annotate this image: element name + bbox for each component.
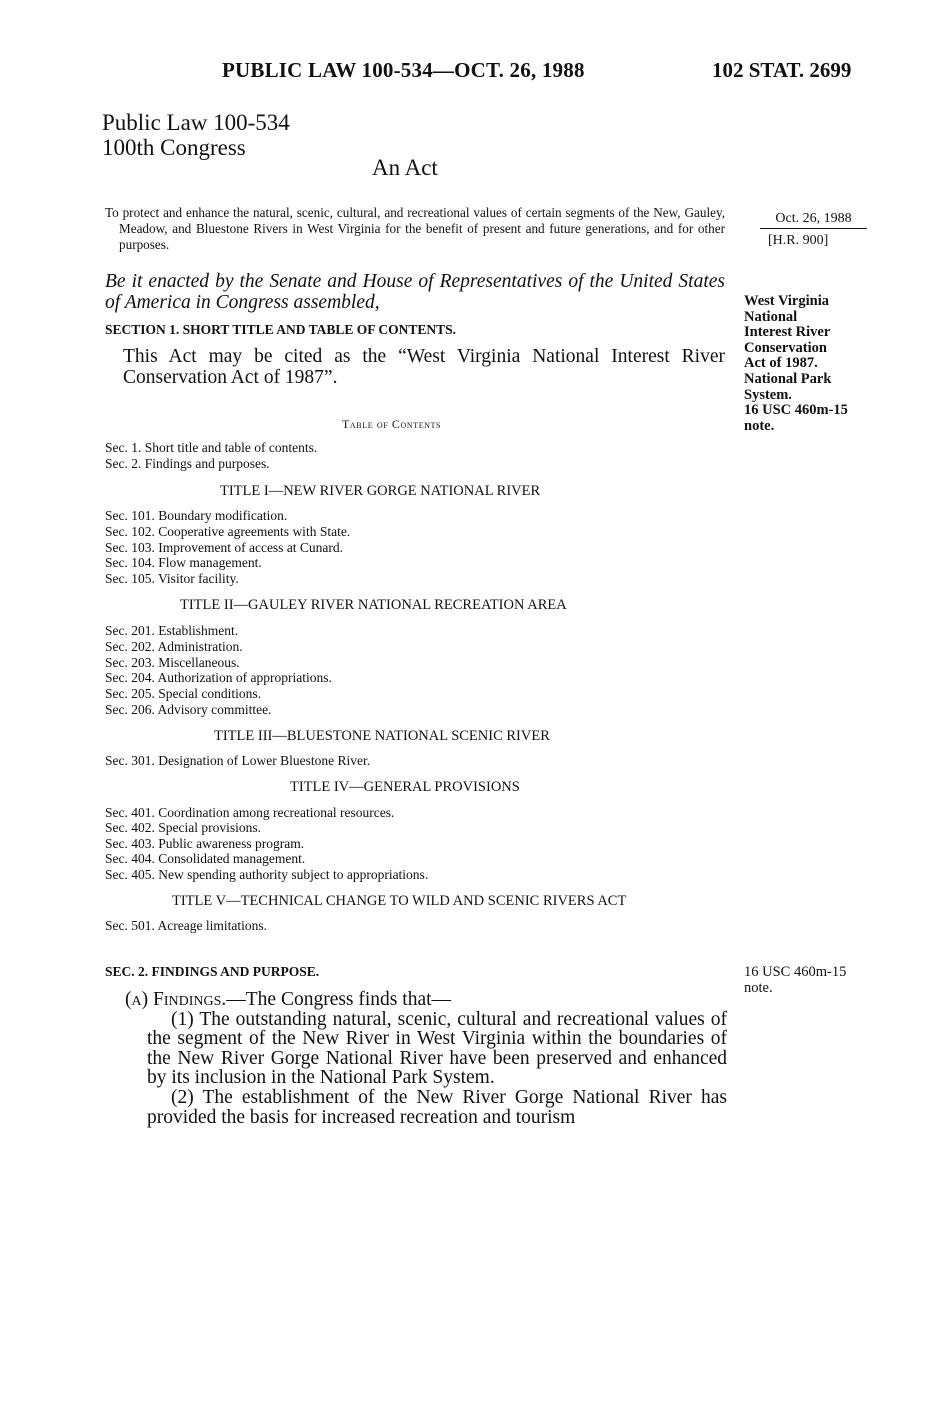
toc-item: Sec. 501. Acreage limitations. [105,918,267,933]
law-number: Public Law 100-534 [102,110,290,135]
sidenote-usc [744,965,846,996]
sidenote-topic-line: note. [744,417,775,434]
toc-title-5: TITLE V—TECHNICAL CHANGE TO WILD AND SCENIC RIVERS ACT [172,893,627,909]
findings-body [105,990,727,1127]
toc-title-3: TITLE III—BLUESTONE NATIONAL SCENIC RIVER [214,728,550,744]
findings-intro [105,990,727,1010]
sidenote-usc-line: note. [744,979,773,996]
section2-heading: SEC. 2. FINDINGS AND PURPOSE. [105,964,320,979]
toc-item: Sec. 204. Authorization of appropriations. [105,670,332,685]
purpose-statement [105,205,725,253]
running-header-title: PUBLIC LAW 100-534—OCT. 26, 1988 [222,58,585,82]
findings-label: (a) Findings. [125,989,227,1010]
toc-title-2: TITLE II—GAULEY RIVER NATIONAL RECREATION AREA [180,597,567,613]
findings-intro-text: —The Congress finds that— [226,989,452,1010]
sidenote-topic-line: West Virginia [744,293,829,309]
finding-paragraph-1: (1) The outstanding natural, scenic, cultural and recreational values of the segment of the New River in West Virginia within the boundaries of the New River Gorge National River have been preserved and enhanced by its inclusion in the National Park System. [147,1008,727,1089]
sidenote-topic-line: 16 USC 460m-15 [744,402,848,419]
sidenote-topic-line: System. [744,386,792,403]
purpose-text: To protect and enhance the natural, scenic, cultural, and recreational values of certain segments of the New, Gauley, Meadow, and Bluestone Rivers in West Virginia for the benefit of present and future generations, and for other purposes. [105,205,725,252]
toc-item: Sec. 2. Findings and purposes. [105,456,270,471]
toc-item: Sec. 403. Public awareness program. [105,836,305,851]
sidenote-topic-line: Conservation [744,339,827,356]
sidenote-bill: [H.R. 900] [768,233,829,248]
toc-title-4: TITLE IV—GENERAL PROVISIONS [290,779,520,795]
section1-heading: SECTION 1. SHORT TITLE AND TABLE OF CONTENTS. [105,322,457,337]
toc-item: Sec. 102. Cooperative agreements with State. [105,524,351,539]
toc-item: Sec. 401. Coordination among recreational resources. [105,805,395,820]
toc-item: Sec. 203. Miscellaneous. [105,655,240,670]
toc-item: Sec. 105. Visitor facility. [105,571,239,586]
sidenote-usc-line: 16 USC 460m-15 [744,964,847,980]
sidenote-topic-line: National [744,308,798,325]
toc-item: Sec. 103. Improvement of access at Cunard. [105,540,344,555]
toc-item: Sec. 405. New spending authority subject to appropriations. [105,867,429,882]
toc-item: Sec. 201. Establishment. [105,623,239,638]
sidenote-topic-line: Interest River [744,324,831,341]
toc-item: Sec. 104. Flow management. [105,555,262,570]
toc-item: Sec. 206. Advisory committee. [105,702,272,717]
toc-item: Sec. 301. Designation of Lower Bluestone River. [105,753,371,768]
sidenote-topic-line: Act of 1987. [744,355,818,372]
section1-text [105,346,725,388]
finding-paragraph-2: (2) The establishment of the New River Gorge National River has provided the basis for increased recreation and tourism [147,1086,727,1128]
toc-item: Sec. 404. Consolidated management. [105,851,306,866]
toc-item: Sec. 101. Boundary modification. [105,508,288,523]
act-title: An Act [372,155,438,180]
short-title-text: This Act may be cited as the “West Virginia National Interest River Conservation Act of 1987”. [123,346,725,388]
running-header-page: 102 STAT. 2699 [712,58,852,82]
toc-item: Sec. 205. Special conditions. [105,686,261,701]
toc-item: Sec. 402. Special provisions. [105,820,261,835]
sidenote-topic-line: National Park [744,370,832,387]
toc-item: Sec. 1. Short title and table of contents. [105,440,318,455]
enacting-clause: Be it enacted by the Senate and House of Representatives of the United States of America in Congress assembled, [105,271,725,313]
law-title-block [102,110,290,160]
toc-title-1: TITLE I—NEW RIVER GORGE NATIONAL RIVER [220,483,541,499]
toc-item: Sec. 202. Administration. [105,639,243,654]
sidenote-date: Oct. 26, 1988 [760,211,867,229]
sidenote-topic [744,294,894,434]
congress-number: 100th Congress [102,135,246,160]
toc-heading: Table of Contents [342,417,442,431]
